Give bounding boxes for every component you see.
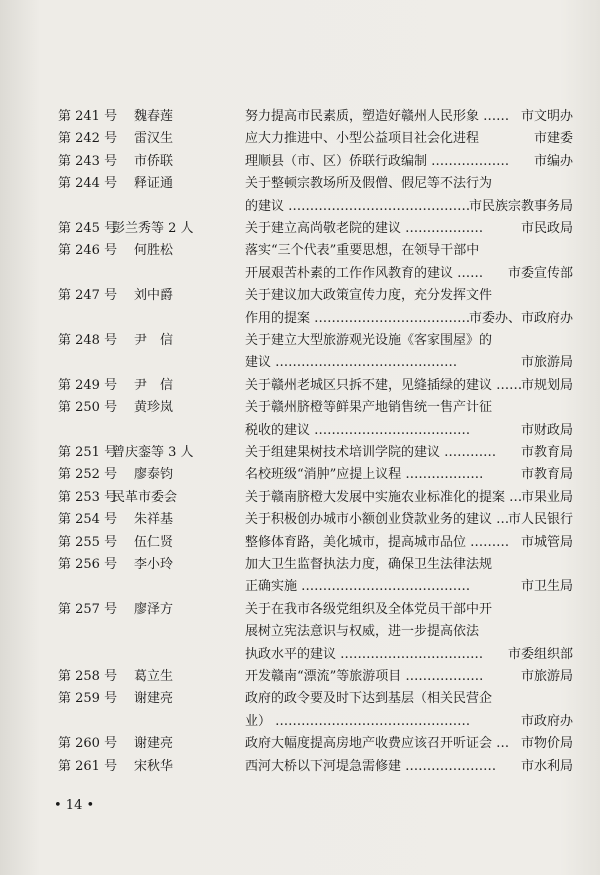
entry-number: 第 256 号 xyxy=(58,557,118,572)
entry-department: 市编办 xyxy=(533,153,573,169)
entry-proposer: 魏春莲 xyxy=(134,109,174,124)
entry-row xyxy=(0,240,600,262)
entry-title-line: 业） ……………………………………… xyxy=(245,713,471,729)
entry-number: 第 258 号 xyxy=(58,669,118,684)
entry-row xyxy=(0,509,600,531)
entry-proposer: 尹 信 xyxy=(134,377,174,393)
entry-number: 第 247 号 xyxy=(58,288,118,304)
entry-number: 第 254 号 xyxy=(58,512,118,528)
entry-proposer: 释证通 xyxy=(134,176,174,192)
entry-title-line: 关于整顿宗教场所及假僧、假尼等不法行为 xyxy=(245,176,493,192)
entry-title-line: 执政水平的建议 …………………………… xyxy=(245,646,484,662)
entry-title-line: 关于积极创办城市小额创业贷款业务的建议 … xyxy=(245,512,510,528)
entry-proposer: 谢建亮 xyxy=(134,691,174,707)
entry-row xyxy=(0,442,600,464)
entry-number: 第 251 号 xyxy=(58,445,118,460)
entry-title-line: 关于赣州脐橙等鲜果产地销售统一售产计征 xyxy=(245,400,493,416)
entry-department: 市委办、市政府办 xyxy=(468,310,573,326)
entry-number: 第 245 号 xyxy=(58,221,118,236)
entry-continuation-row xyxy=(0,711,600,733)
entry-department: 市财政局 xyxy=(520,422,573,438)
entry-department: 市民族宗教事务局 xyxy=(468,198,573,214)
entry-row xyxy=(0,218,600,240)
entry-title-line: 税收的建议 ……………………………… xyxy=(245,422,471,438)
entry-department: 市建委 xyxy=(533,131,573,147)
entry-proposer: 彭兰秀等 2 人 xyxy=(112,221,194,236)
entry-department: 市民政局 xyxy=(520,221,573,236)
entry-number: 第 241 号 xyxy=(58,109,118,124)
entry-proposer: 民革市委会 xyxy=(112,489,178,505)
entry-department: 市城管局 xyxy=(520,534,573,550)
entry-number: 第 246 号 xyxy=(58,243,118,259)
entry-title-line: 努力提高市民素质，塑造好赣州人民形象 …… xyxy=(245,109,510,124)
entry-title-line: 展树立宪法意识与权威，进一步提高依法 xyxy=(245,624,480,640)
entry-number: 第 249 号 xyxy=(58,377,118,393)
entry-number: 第 255 号 xyxy=(58,534,118,550)
entry-proposer: 宋秋华 xyxy=(134,758,174,774)
entry-number: 第 250 号 xyxy=(58,400,118,416)
entry-title-line: 理顺县（市、区）侨联行政编制 ……………… xyxy=(245,153,510,169)
entry-department: 市人民银行 xyxy=(507,512,573,528)
entry-proposer: 伍仁贤 xyxy=(134,534,174,550)
entry-proposer: 廖泰钧 xyxy=(134,467,174,483)
entry-department: 市水利局 xyxy=(520,758,573,774)
page-number: • 14 • xyxy=(54,798,95,813)
entry-title-line: 关于建立大型旅游观光设施《客家围屋》的 xyxy=(245,333,493,348)
entry-row xyxy=(0,756,600,778)
entry-proposer: 李小玲 xyxy=(134,557,174,572)
entry-number: 第 259 号 xyxy=(58,691,118,707)
entry-proposer: 尹 信 xyxy=(134,333,174,348)
entry-title-line: 政府的政令要及时下达到基层（相关民营企 xyxy=(245,691,493,707)
entry-row xyxy=(0,128,600,150)
entry-proposer: 廖泽方 xyxy=(134,601,174,617)
entry-continuation-row xyxy=(0,621,600,643)
entry-continuation-row xyxy=(0,308,600,330)
entry-number: 第 243 号 xyxy=(58,153,118,169)
entry-title-line: 关于在我市各级党组织及全体党员干部中开 xyxy=(245,601,493,617)
entry-department: 市旅游局 xyxy=(520,669,573,684)
entry-department: 市委组织部 xyxy=(507,646,573,662)
entry-number: 第 242 号 xyxy=(58,131,118,147)
entry-department: 市规划局 xyxy=(520,377,573,393)
entry-row xyxy=(0,151,600,173)
entry-title-line: 加大卫生监督执法力度，确保卫生法律法规 xyxy=(245,557,493,572)
entry-department: 市旅游局 xyxy=(520,355,573,371)
entry-row xyxy=(0,666,600,688)
entry-department: 市卫生局 xyxy=(520,579,573,595)
entry-continuation-row xyxy=(0,644,600,666)
entry-proposer: 谢建亮 xyxy=(134,736,174,752)
entry-title-line: 整修体育路，美化城市，提高城市品位 ……… xyxy=(245,534,510,550)
entry-title-line: 开展艰苦朴素的工作作风教育的建议 …… xyxy=(245,265,484,281)
entry-row xyxy=(0,554,600,576)
entry-continuation-row xyxy=(0,196,600,218)
entry-department: 市委宣传部 xyxy=(507,265,573,281)
entry-title-line: 关于组建果树技术培训学院的建议 ………… xyxy=(245,445,497,460)
entry-row xyxy=(0,173,600,195)
entry-title-line: 关于赣南脐橙大发展中实施农业标准化的提案 … xyxy=(245,489,523,505)
entry-row xyxy=(0,532,600,554)
entry-title-line: 关于建议加大政策宣传力度，充分发挥文件 xyxy=(245,288,493,304)
entry-title-line: 落实“三个代表”重要思想，在领导干部中 xyxy=(245,243,480,259)
entry-continuation-row xyxy=(0,576,600,598)
entry-row xyxy=(0,733,600,755)
entry-title-line: 的建议 …………………………………… xyxy=(245,198,471,214)
entry-proposer: 刘中爵 xyxy=(134,288,174,304)
entry-department: 市政府办 xyxy=(520,713,573,729)
entry-title-line: 作用的提案 ……………………………… xyxy=(245,310,471,326)
entry-row xyxy=(0,688,600,710)
entry-number: 第 261 号 xyxy=(58,758,118,774)
entry-row xyxy=(0,599,600,621)
entry-department: 市文明办 xyxy=(520,109,573,124)
entry-row xyxy=(0,487,600,509)
entry-continuation-row xyxy=(0,352,600,374)
entry-row xyxy=(0,285,600,307)
entry-title-line: 正确实施 ………………………………… xyxy=(245,579,471,595)
entry-row xyxy=(0,375,600,397)
entry-row xyxy=(0,330,600,352)
entry-proposer: 黄珍岚 xyxy=(134,400,174,416)
entry-title-line: 西河大桥以下河堤急需修建 ………………… xyxy=(245,758,497,774)
entry-number: 第 253 号 xyxy=(58,489,118,505)
entry-title-line: 建议 …………………………………… xyxy=(245,355,458,371)
entry-proposer: 曾庆銮等 3 人 xyxy=(112,445,194,460)
entry-title-line: 应大力推进中、小型公益项目社会化进程 xyxy=(245,131,480,147)
entry-proposer: 市侨联 xyxy=(134,153,174,169)
entry-proposer: 朱祥基 xyxy=(134,512,174,528)
entry-row xyxy=(0,397,600,419)
entry-number: 第 257 号 xyxy=(58,601,118,617)
entry-department: 市教育局 xyxy=(520,467,573,483)
entry-department: 市物价局 xyxy=(520,736,573,752)
entry-number: 第 248 号 xyxy=(58,333,118,348)
entry-number: 第 252 号 xyxy=(58,467,118,483)
entry-proposer: 葛立生 xyxy=(134,669,174,684)
entry-title-line: 关于赣州老城区只拆不建，见缝插绿的建议 …… xyxy=(245,377,523,393)
entry-row xyxy=(0,464,600,486)
entry-continuation-row xyxy=(0,420,600,442)
entry-row xyxy=(0,106,600,128)
entry-continuation-row xyxy=(0,263,600,285)
entry-proposer: 雷汉生 xyxy=(134,131,174,147)
entry-title-line: 关于建立高尚敬老院的建议 ……………… xyxy=(245,221,484,236)
entry-department: 市教育局 xyxy=(520,445,573,460)
entry-department: 市果业局 xyxy=(520,489,573,505)
entry-title-line: 名校班级“消肿”应提上议程 ……………… xyxy=(245,467,484,483)
entry-number: 第 244 号 xyxy=(58,176,118,192)
entry-number: 第 260 号 xyxy=(58,736,118,752)
entry-proposer: 何胜松 xyxy=(134,243,174,259)
entry-title-line: 开发赣南“漂流”等旅游项目 ……………… xyxy=(245,669,484,684)
entry-title-line: 政府大幅度提高房地产收费应该召开听证会 … xyxy=(245,736,510,752)
